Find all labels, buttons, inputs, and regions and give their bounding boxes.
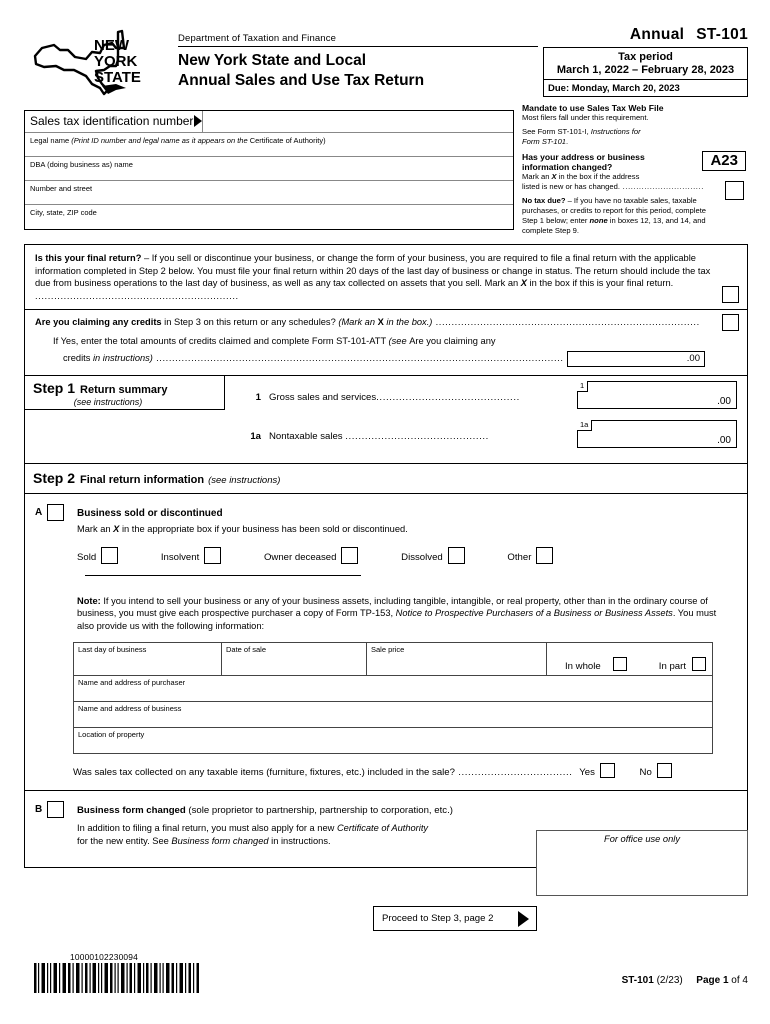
- option-insolvent-label: Insolvent: [160, 551, 200, 563]
- legal-name-row[interactable]: [25, 133, 513, 157]
- sales-tax-collected-row: [73, 763, 737, 778]
- credits-amount-input[interactable]: [567, 351, 705, 367]
- form-title: [178, 51, 424, 91]
- date-of-sale-cell[interactable]: [222, 643, 367, 675]
- credits-note-post: in the box.): [383, 317, 433, 328]
- header-rule: [178, 46, 538, 47]
- option-dissolved-label: Dissolved: [401, 551, 443, 563]
- option-owner-deceased-label: Owner deceased: [263, 551, 337, 563]
- form-title-line2: Annual Sales and Use Tax Return: [178, 72, 425, 89]
- business-address-label: Name and address of business: [78, 704, 182, 714]
- section-a-note: [35, 595, 737, 633]
- section-b-title-bold: Business form changed: [77, 805, 186, 817]
- step-1-sub: (see instructions): [73, 396, 143, 407]
- section-b-body-plain3: in instructions.: [268, 835, 331, 846]
- sales-tax-collected-dots: ...................................: [454, 767, 573, 779]
- final-return-lead: Is this your final return?: [35, 253, 142, 263]
- credits-amount-cents: .00: [686, 352, 700, 364]
- final-return-paragraph: [35, 252, 713, 302]
- step-1-tag: [25, 376, 225, 410]
- last-day-of-business-cell[interactable]: [74, 643, 222, 675]
- option-sold-checkbox[interactable]: [101, 547, 118, 564]
- tax-period-range: March 1, 2022 – February 28, 2023: [556, 64, 735, 76]
- right-arrow-icon: [194, 115, 202, 127]
- business-sold-checkbox[interactable]: [47, 504, 64, 521]
- option-other-label: Other: [507, 551, 532, 563]
- credits-ifyes-ref: Are you claiming any: [409, 335, 496, 346]
- footer-form-code: ST-101: [621, 975, 654, 986]
- option-other-checkbox[interactable]: [536, 547, 553, 564]
- line-1-label-wrap: [269, 392, 520, 403]
- svg-text:NEW: NEW: [94, 37, 129, 54]
- table-row[interactable]: [74, 676, 712, 702]
- see-instructions-plain: See Form ST-101-I,: [522, 127, 591, 136]
- section-a-note-italic: Notice to Prospective Purchasers of a Business or Business Assets: [395, 608, 673, 619]
- form-code-a23: A23: [702, 151, 746, 171]
- section-a-note-body1: If you intend to sell your business or any of your business assets, including tangible, intangible, or real property, other than in the ordinary course of business, you must give each prospective purchaser a copy of Form TP-153,: [77, 595, 708, 619]
- option-owner-deceased-checkbox[interactable]: [341, 547, 358, 564]
- section-b-body-plain1: In addition to filing a final return, you must also apply for a new: [77, 823, 337, 834]
- disposition-options-row: [35, 547, 737, 581]
- no-tax-due-l2: purchases, or credits to report for this period, complete: [522, 206, 707, 215]
- svg-text:YORK: YORK: [94, 53, 138, 70]
- footer-page-label: Page 1: [696, 975, 729, 986]
- section-a-note-body2: . You must also provide us with the following information:: [77, 608, 717, 631]
- in-whole-checkbox[interactable]: [613, 657, 627, 671]
- footer-rev-date: (2/23): [656, 975, 683, 986]
- step-2-sub: (see instructions): [208, 474, 281, 486]
- step-2-name: Final return information: [80, 473, 205, 486]
- credits-dots: ...................................................................................: [432, 317, 700, 328]
- sales-tax-collected-yes-label: Yes: [579, 767, 595, 779]
- see-instructions-italic: Instructions for: [590, 127, 641, 136]
- no-tax-due-l3b: in boxes 12, 13, and 14, and: [607, 216, 706, 225]
- addr-sub2-text: listed is new or has changed.: [522, 182, 620, 191]
- barcode-number: 10000102230094: [70, 952, 139, 962]
- in-part-label: In part: [658, 661, 686, 673]
- see-instructions-line2: [522, 137, 752, 147]
- legal-name-label-italic: (Print ID number and legal name as it appears on the: [71, 135, 250, 145]
- address-changed-checkbox[interactable]: [725, 181, 744, 200]
- street-row[interactable]: [25, 181, 513, 205]
- line-1a-box-tag: 1a: [577, 420, 592, 431]
- business-address-cell[interactable]: [74, 702, 712, 727]
- no-tax-due-block: [522, 196, 752, 206]
- table-row[interactable]: [74, 702, 712, 728]
- credits-lead: Are you claiming any credits: [35, 317, 162, 328]
- section-b-body-plain2: for the new entity. See: [77, 835, 172, 846]
- no-tax-due-l1: – If you have no taxable sales, taxable: [565, 196, 697, 205]
- line-1-number: 1: [255, 391, 261, 403]
- section-a-instr-post: in the appropriate box if your business has been sold or discontinued.: [119, 523, 408, 534]
- final-return-section: [25, 245, 747, 310]
- step-2-word: Step 2: [33, 469, 76, 486]
- final-return-x: X: [520, 278, 527, 289]
- form-header: [0, 0, 770, 100]
- credits-ifyes-l2-italic: in instructions): [92, 352, 153, 363]
- option-other-input[interactable]: [85, 564, 361, 576]
- credits-note-x: X: [377, 317, 384, 328]
- address-changed-sub2: [522, 182, 752, 192]
- step-2-header: [25, 464, 747, 494]
- section-a-instruction: [35, 524, 737, 534]
- section-a-title: Business sold or discontinued: [77, 507, 223, 519]
- legal-name-label: [25, 133, 513, 145]
- office-use-box: [536, 830, 748, 896]
- no-tax-due-title: No tax due?: [522, 196, 566, 205]
- city-state-zip-label: City, state, ZIP code: [30, 207, 97, 217]
- sales-tax-collected-question: Was sales tax collected on any taxable items (furniture, fixtures, etc.) included in the sale?: [73, 767, 455, 779]
- whole-or-part-cell: [547, 643, 712, 675]
- sale-price-label: Sale price: [371, 645, 405, 655]
- line-1-cents: .00: [717, 395, 731, 407]
- final-return-body: – If you sell or discontinue your business, or change the form of your business, you are required to file a final return with the applicable information completed in Step 2 below. You must file your final return within 20 days of the last day of business or change in status. The return should include the tax due from business operations to the last day of business, as well as any tax collected on assets that you sell. Mark an: [35, 253, 711, 289]
- line-1-label: Gross sales and services: [269, 391, 377, 403]
- annual-label: Annual: [629, 26, 685, 43]
- line-1a-cents: .00: [717, 434, 731, 446]
- line-1-box-tag: 1: [577, 381, 588, 392]
- tax-period-label: Tax period: [618, 51, 673, 63]
- credits-ifyes-text: If Yes, enter the total amounts of credits claimed and complete Form ST-101-ATT: [53, 335, 389, 346]
- address-changed-title-l1: Has your address or business: [522, 152, 645, 162]
- location-of-property-label: Location of property: [78, 730, 145, 740]
- business-sale-table: [73, 642, 713, 754]
- new-york-state-logo: [30, 26, 162, 100]
- legal-name-label-plain: Legal name: [30, 135, 72, 145]
- section-b-body-l1: [77, 823, 428, 833]
- no-tax-due-none: none: [589, 216, 608, 225]
- sales-tax-collected-yes-checkbox[interactable]: [600, 763, 615, 778]
- department-label: Department of Taxation and Finance: [178, 33, 337, 44]
- no-tax-due-l4: complete Step 9.: [522, 226, 579, 235]
- section-b-body-l2: [77, 836, 331, 846]
- no-tax-due-l3a: Step 1 below; enter: [522, 216, 590, 225]
- no-tax-due-l3: [522, 216, 752, 226]
- form-code-header: [630, 26, 748, 44]
- proceed-to-step-3-button[interactable]: [373, 906, 537, 931]
- svg-text:STATE: STATE: [94, 69, 141, 86]
- purchaser-address-cell[interactable]: [74, 676, 712, 701]
- section-a-instr-x: X: [113, 523, 120, 534]
- line-1a-label-wrap: [269, 431, 489, 442]
- final-return-dots: ................................................................: [35, 290, 239, 301]
- claiming-credits-section: [25, 310, 747, 375]
- credits-if-yes-line1: [35, 335, 713, 348]
- claiming-credits-checkbox[interactable]: [722, 314, 739, 331]
- footer-page-tail: of 4: [728, 975, 748, 986]
- section-a-note-bold: Note:: [77, 595, 101, 606]
- in-part-checkbox[interactable]: [692, 657, 706, 671]
- step-1-name: Return summary: [80, 383, 168, 396]
- addr-sub2-dots: ..............................: [619, 182, 704, 191]
- step-1-word: Step 1: [33, 379, 76, 396]
- final-return-tail: in the box if this is your final return.: [526, 278, 674, 289]
- address-changed-title-l2: information changed?: [522, 162, 613, 172]
- line-1a-row: [239, 431, 489, 442]
- credits-ifyes-dots: ................................................................................................................................: [152, 352, 564, 363]
- line-1a-amount-input[interactable]: [577, 420, 737, 448]
- addr-sub-x: X: [551, 172, 557, 181]
- business-form-changed-checkbox[interactable]: [47, 801, 64, 818]
- dba-name-row[interactable]: [25, 157, 513, 181]
- sales-tax-id-row: [25, 111, 513, 133]
- date-of-sale-label: Date of sale: [226, 645, 267, 655]
- table-row: [74, 643, 712, 676]
- barcode-image: [34, 963, 202, 998]
- due-date: Due: Monday, March 20, 2023: [548, 83, 680, 94]
- section-b-body-italic2: Business form changed: [171, 835, 269, 846]
- addr-sub-tail: in the box if the address: [556, 172, 640, 181]
- option-insolvent-checkbox[interactable]: [204, 547, 221, 564]
- credits-body: in Step 3 on this return or any schedules?: [161, 317, 339, 328]
- in-whole-label: In whole: [565, 661, 601, 673]
- section-b-body-italic1: Certificate of Authority: [336, 823, 429, 834]
- see-instructions-italic2: Form ST-101: [522, 137, 567, 146]
- form-title-line1: New York State and Local: [178, 52, 367, 69]
- legal-name-label-tail: Certificate of Authority): [249, 135, 326, 145]
- line-1-amount-input[interactable]: [577, 381, 737, 409]
- form-code: ST-101: [696, 26, 748, 43]
- credits-ifyes-italic-see: (see: [388, 335, 410, 346]
- option-sold-label: Sold: [77, 551, 97, 563]
- credits-ifyes-l2-plain: credits: [63, 352, 93, 363]
- sales-tax-id-label: [25, 111, 203, 132]
- last-day-of-business-label: Last day of business: [78, 645, 147, 655]
- sales-tax-collected-no-checkbox[interactable]: [657, 763, 672, 778]
- table-row[interactable]: [74, 728, 712, 753]
- see-instructions-line1: [522, 127, 752, 137]
- section-a-instr-pre: Mark an: [77, 523, 114, 534]
- section-b-title: [77, 805, 453, 816]
- web-file-mandate-title: Mandate to use Sales Tax Web File: [522, 103, 664, 113]
- office-use-label: For office use only: [604, 834, 680, 844]
- location-of-property-cell[interactable]: [74, 728, 712, 753]
- section-b-letter: B: [35, 804, 43, 816]
- addr-sub-pre: Mark an: [522, 172, 552, 181]
- sale-price-cell[interactable]: [367, 643, 547, 675]
- line-1a-dots: ............................................: [345, 430, 489, 442]
- section-a-letter: A: [35, 506, 43, 518]
- step-2-section-a: [25, 494, 747, 792]
- proceed-label: Proceed to Step 3, page 2: [382, 913, 494, 924]
- credits-note-pre: (Mark an: [338, 317, 378, 328]
- line-1-row: [239, 392, 520, 403]
- line-1a-label: Nontaxable sales: [269, 430, 346, 442]
- credits-if-yes-line2: [35, 352, 713, 369]
- sales-tax-id-label-text: Sales tax identification number: [30, 114, 194, 128]
- form-body-frame: [24, 244, 748, 868]
- city-state-zip-row[interactable]: [25, 205, 513, 229]
- dba-name-label: DBA (doing business as) name: [30, 159, 133, 169]
- web-file-mandate-sub: Most filers fall under this requirement.: [522, 113, 649, 122]
- street-label: Number and street: [30, 183, 93, 193]
- line-1a-number: 1a: [250, 430, 261, 442]
- right-info-column: [518, 103, 752, 236]
- step-1-section: [25, 376, 747, 464]
- line-1-dots: ............................................: [376, 391, 520, 403]
- page-footer: [622, 975, 748, 986]
- option-dissolved-checkbox[interactable]: [448, 547, 465, 564]
- section-b-title-tail: (sole proprietor to partnership, partnership to corporation, etc.): [185, 805, 453, 817]
- address-changed-sub1: [522, 172, 752, 182]
- taxpayer-identification-block: [24, 110, 514, 230]
- purchaser-address-label: Name and address of purchaser: [78, 678, 186, 688]
- sales-tax-collected-no-label: No: [639, 767, 652, 779]
- claiming-credits-paragraph: [35, 316, 713, 329]
- tax-period-box: [543, 47, 748, 97]
- final-return-checkbox[interactable]: [722, 286, 739, 303]
- sales-tax-id-input[interactable]: [203, 111, 513, 132]
- right-arrow-icon: [518, 911, 529, 927]
- see-instructions-period: .: [566, 137, 569, 146]
